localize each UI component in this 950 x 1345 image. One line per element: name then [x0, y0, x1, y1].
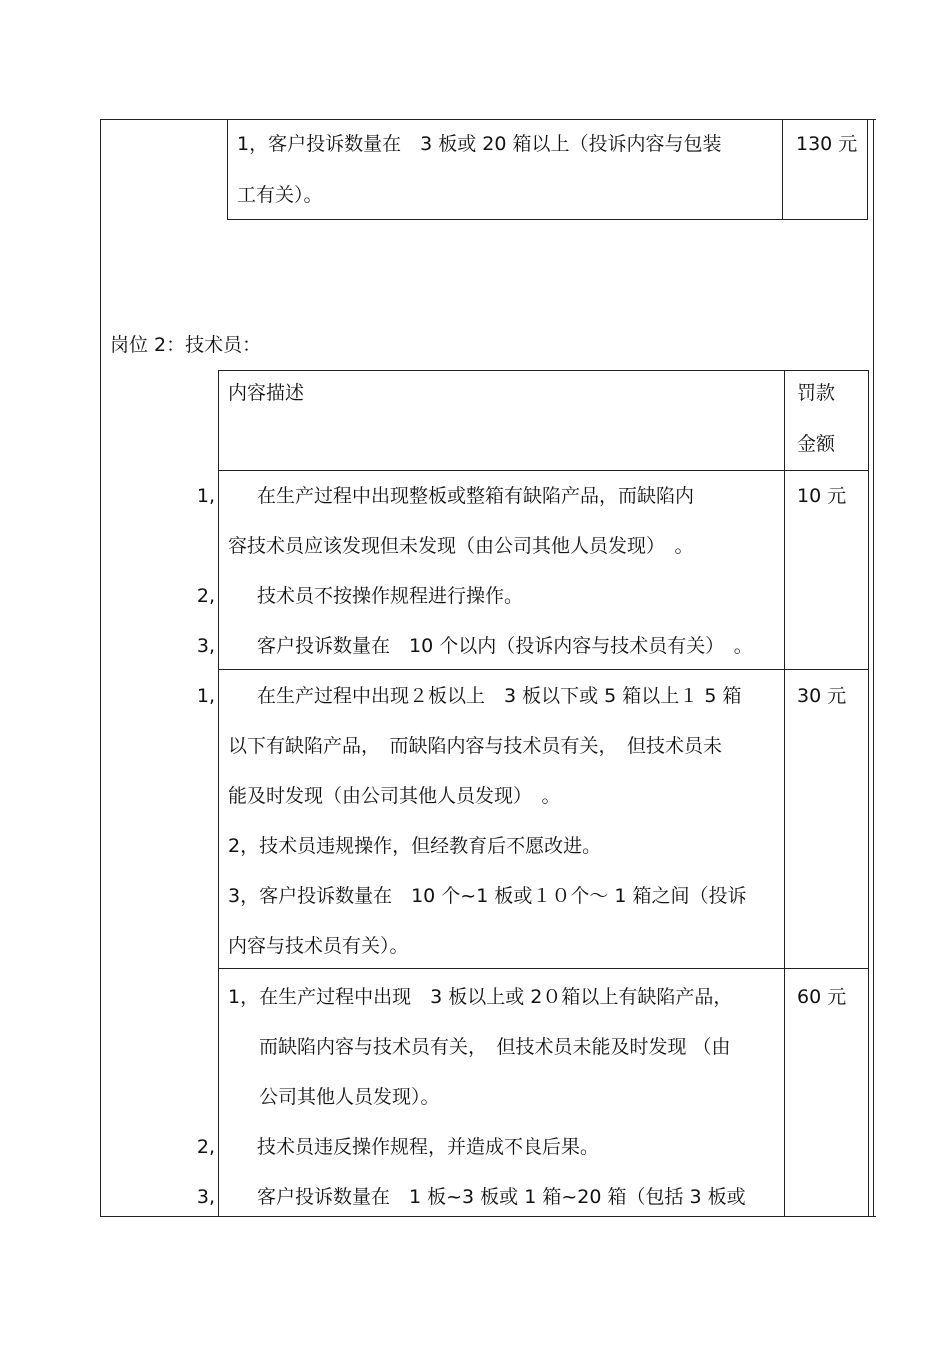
- group1-item3-text: 客户投诉数量在 10 个以内（投诉内容与技术员有关） 。: [257, 635, 753, 657]
- table2-header-fine-line2: 金额: [797, 433, 836, 455]
- outer-frame-top-border: [100, 119, 876, 120]
- top-table-row1-text-line1: 1，客户投诉数量在 3 板或 20 箱以上（投诉内容与包装: [237, 133, 722, 155]
- top-table-right-border: [867, 119, 868, 220]
- top-table-column-divider: [782, 119, 783, 220]
- group3-fine: 60 元: [797, 986, 847, 1008]
- table2-group1-divider: [218, 669, 869, 670]
- top-table-row1-text-line2: 工有关）。: [237, 184, 323, 206]
- outer-frame-bottom-border: [100, 1216, 876, 1217]
- group3-item1-line1: 1，在生产过程中出现 3 板以上或 2０箱以上有缺陷产品，: [228, 986, 733, 1008]
- top-table-left-border: [227, 119, 228, 220]
- group2-item2-text: 2，技术员违规操作，但经教育后不愿改进。: [228, 835, 602, 857]
- group2-item1-line2: 以下有缺陷产品， 而缺陷内容与技术员有关， 但技术员未: [228, 735, 723, 757]
- group2-item3-line1: 3，客户投诉数量在 10 个~1 板或１０个～ 1 箱之间（投诉: [228, 885, 747, 907]
- table2-header-fine-line1: 罚款: [797, 382, 836, 404]
- table2-left-border: [218, 370, 219, 1217]
- group3-item2-number: 2,: [196, 1136, 215, 1158]
- group2-item1-number: 1,: [196, 685, 215, 707]
- group3-item1-line3: 公司其他人员发现）。: [259, 1086, 440, 1108]
- table2-right-border: [868, 370, 869, 1217]
- table2-header-description: 内容描述: [228, 382, 305, 404]
- top-table-row1-fine: 130 元: [796, 133, 858, 155]
- group1-item3-number: 3,: [196, 635, 215, 657]
- group1-item1-number: 1,: [196, 485, 215, 507]
- outer-frame-left-border: [100, 119, 101, 1217]
- table2-column-divider: [784, 370, 785, 1217]
- group1-item1-line1: 在生产过程中出现整板或整箱有缺陷产品，而缺陷内: [257, 485, 695, 507]
- table2-group2-divider: [218, 968, 869, 969]
- outer-frame-right-border: [873, 119, 874, 1217]
- top-table-bottom-border: [227, 219, 868, 220]
- group3-item2-text: 技术员违反操作规程，并造成不良后果。: [257, 1136, 600, 1158]
- group2-item1-line1: 在生产过程中出现２板以上 3 板以下或 5 箱以上１ 5 箱: [257, 685, 742, 707]
- group2-fine: 30 元: [797, 685, 847, 707]
- group1-item2-text: 技术员不按操作规程进行操作。: [257, 585, 524, 607]
- group1-fine: 10 元: [797, 485, 847, 507]
- section-heading-technician: 岗位 2：技术员：: [110, 334, 262, 356]
- group3-item3-number: 3,: [196, 1186, 215, 1208]
- group1-item1-line2: 容技术员应该发现但未发现（由公司其他人员发现） 。: [228, 535, 694, 557]
- group1-item2-number: 2,: [196, 585, 215, 607]
- table2-header-divider: [218, 470, 869, 471]
- group2-item3-line2: 内容与技术员有关）。: [228, 935, 409, 957]
- table2-top-border: [218, 370, 869, 371]
- group3-item1-line2: 而缺陷内容与技术员有关， 但技术员未能及时发现 （由: [259, 1036, 731, 1058]
- group3-item3-text: 客户投诉数量在 1 板~3 板或 1 箱~20 箱（包括 3 板或: [257, 1186, 746, 1208]
- group2-item1-line3: 能及时发现（由公司其他人员发现） 。: [228, 785, 561, 807]
